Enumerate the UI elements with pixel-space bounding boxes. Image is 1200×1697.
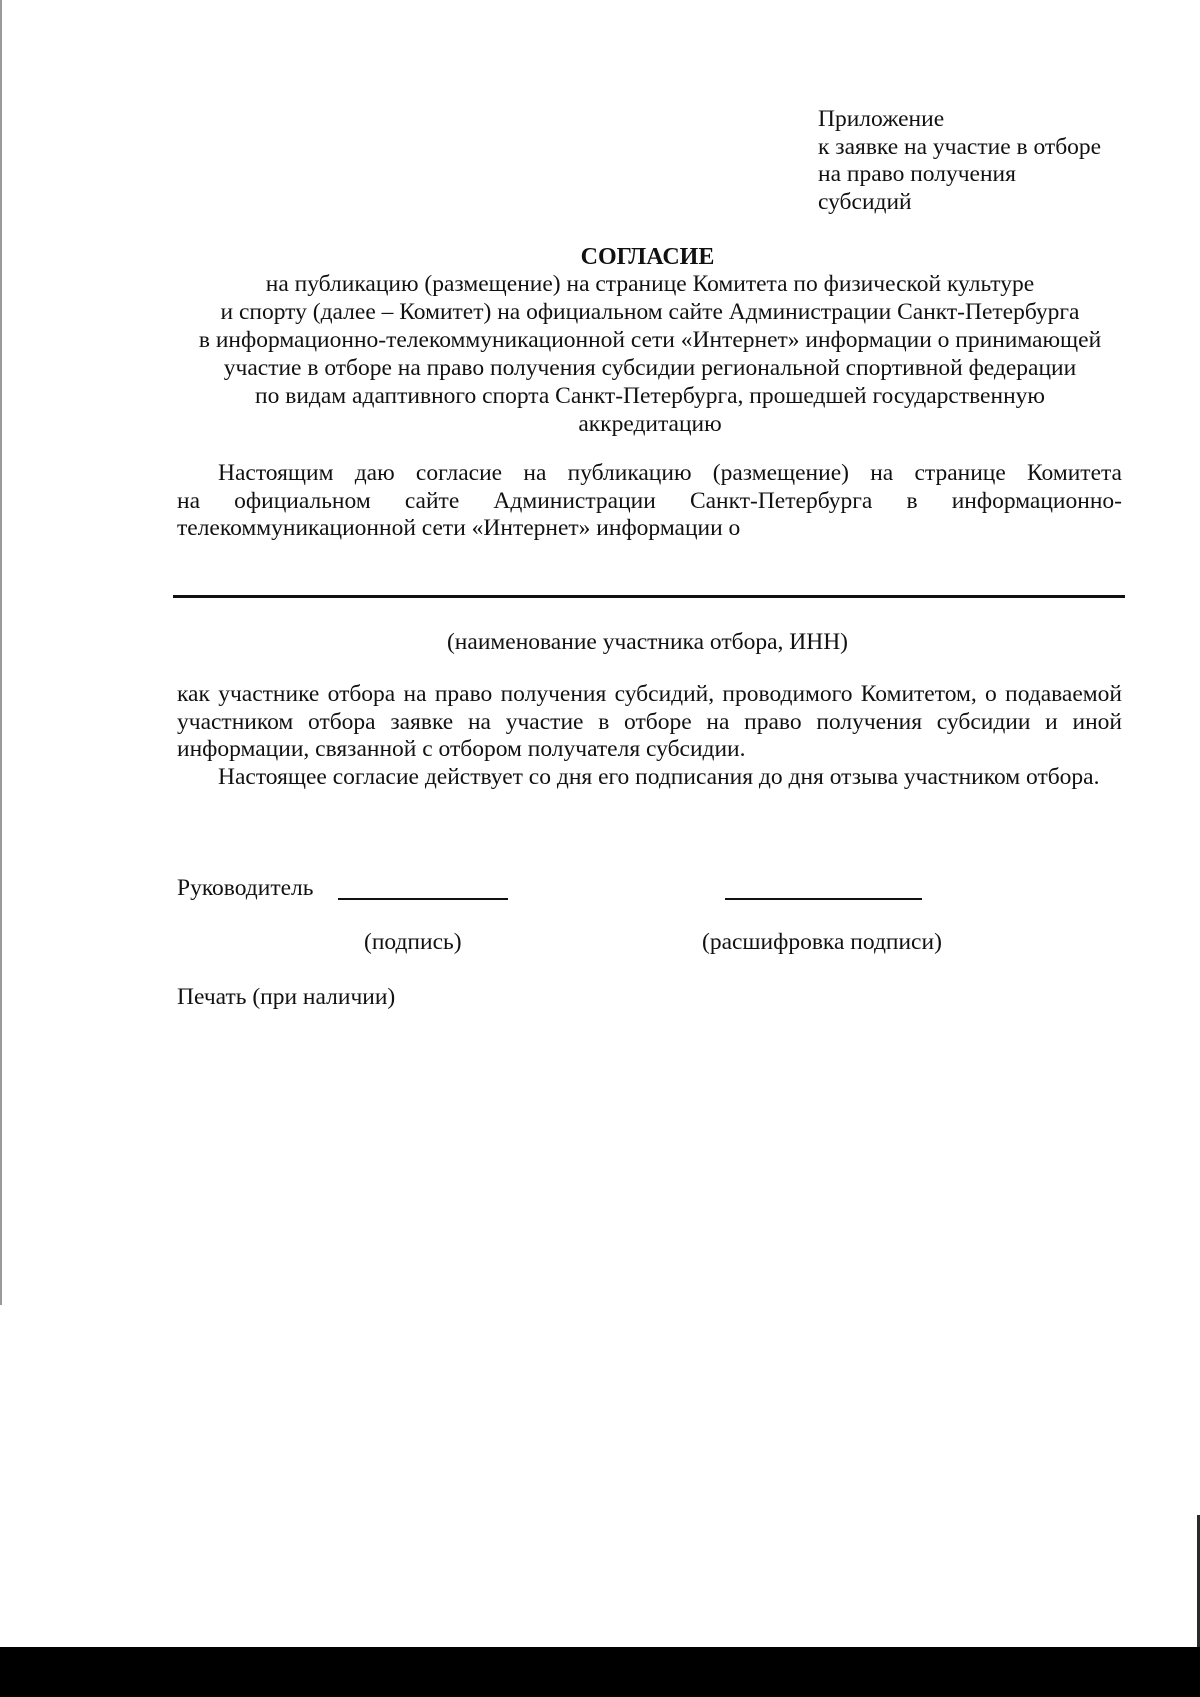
appendix-line: Приложение <box>818 106 945 132</box>
paragraph-line: информации, связанной с отбором получателя субсидии. <box>177 736 746 762</box>
signature-decryption-caption: (расшифровка подписи) <box>702 929 942 955</box>
subtitle-line: аккредитацию <box>578 411 722 437</box>
paragraph-line: телекоммуникационной сети «Интернет» информации о <box>177 515 741 541</box>
signature-decryption-field[interactable] <box>725 898 922 900</box>
subtitle-line: по видам адаптивного спорта Санкт-Петербурга, прошедшей государственную <box>255 383 1045 409</box>
document-title: СОГЛАСИЕ <box>580 244 715 270</box>
seal-label: Печать (при наличии) <box>177 984 396 1010</box>
participant-name-caption: (наименование участника отбора, ИНН) <box>446 629 848 655</box>
appendix-note <box>818 106 1158 216</box>
head-label: Руководитель <box>177 875 314 901</box>
subtitle-line: и спорту (далее – Комитет) на официальном сайте Администрации Санкт-Петербурга <box>220 299 1080 325</box>
appendix-line: на право получения <box>818 161 1016 187</box>
paragraph-line: Настоящим даю согласие на публикацию (размещение) на странице Комитета <box>218 460 1122 486</box>
subtitle-line: на публикацию (размещение) на странице Комитета по физической культуре <box>265 271 1035 297</box>
consent-paragraph <box>177 460 1122 543</box>
paragraph-line: участником отбора заявке на участие в отборе на право получения субсидии и иной <box>177 708 1122 735</box>
appendix-line: к заявке на участие в отборе <box>818 133 1102 160</box>
subtitle-line: в информационно-телекоммуникационной сети «Интернет» информации о принимающей <box>198 327 1102 353</box>
document-subtitle <box>175 270 1125 438</box>
paragraph-line: как участнике отбора на право получения субсидий, проводимого Комитетом, о подаваемой <box>177 681 1122 707</box>
paragraph-line: на официальном сайте Администрации Санкт-Петербурга в информационно- <box>177 487 1122 514</box>
appendix-line: субсидий <box>818 188 912 215</box>
scan-bottom-band <box>0 1647 1200 1697</box>
participant-name-field[interactable] <box>173 595 1125 598</box>
signature-caption: (подпись) <box>364 929 462 955</box>
subtitle-line: участие в отборе на право получения субсидии региональной спортивной федерации <box>223 355 1077 381</box>
validity-line: Настоящее согласие действует со дня его подписания до дня отзыва участником отбора. <box>218 763 1100 790</box>
signature-field[interactable] <box>338 898 508 900</box>
consent-details-paragraph <box>177 681 1122 791</box>
